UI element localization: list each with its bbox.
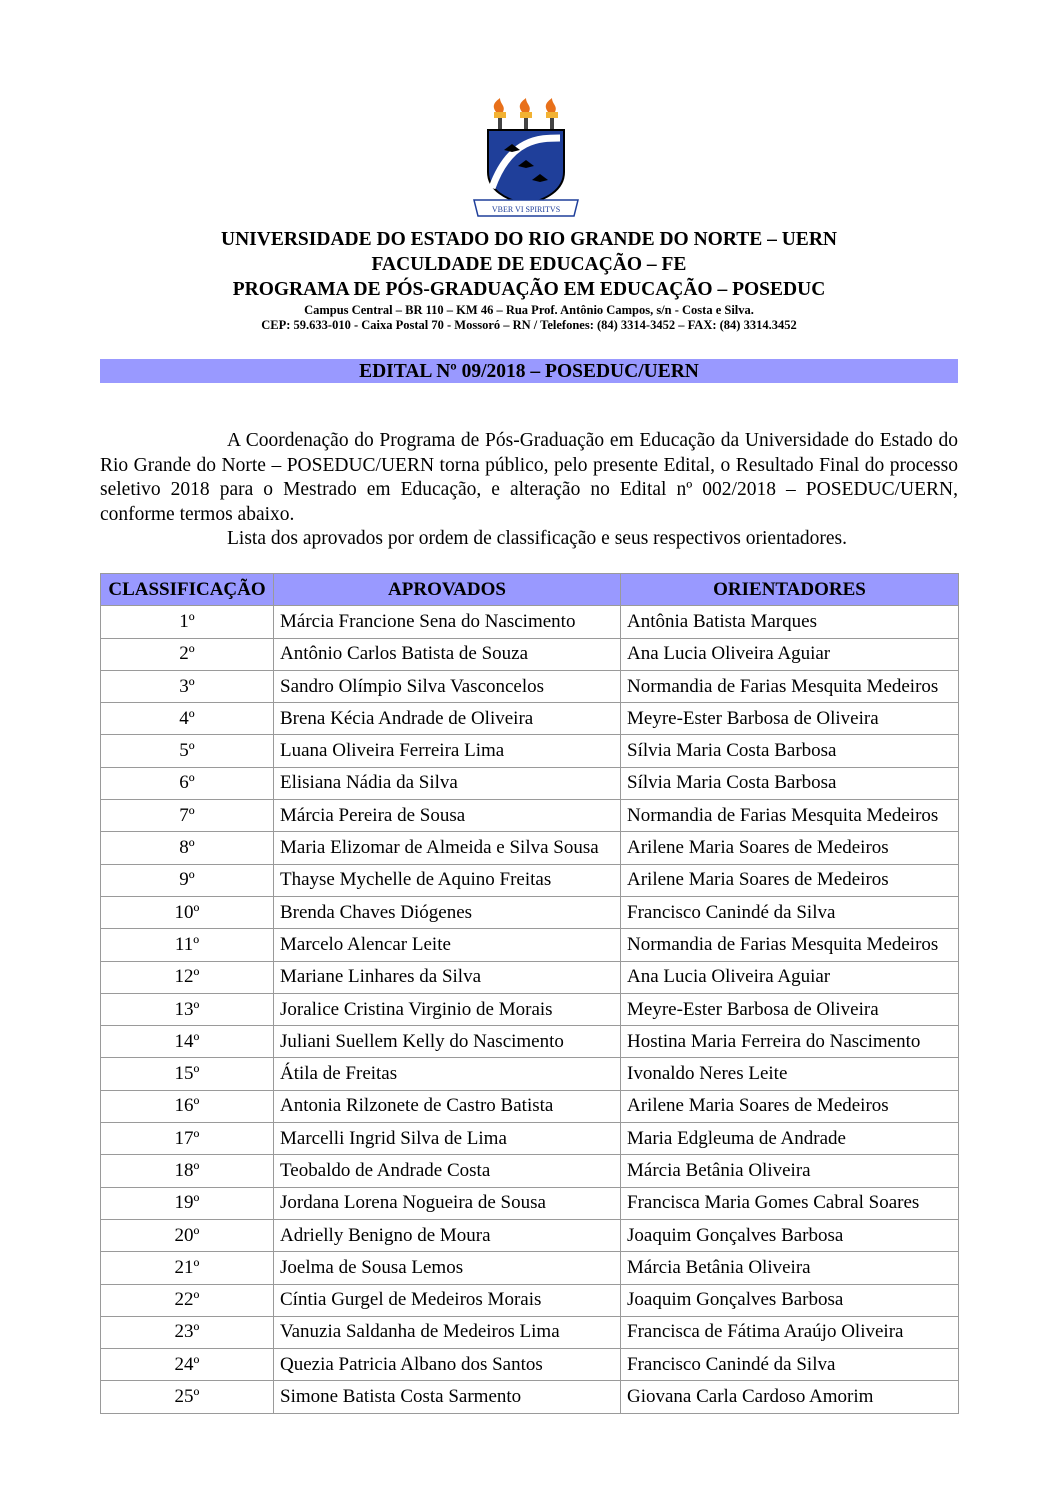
- table-row: [101, 1026, 959, 1058]
- advisor-name-cell: Giovana Carla Cardoso Amorim: [621, 1381, 959, 1413]
- intro-paragraph: A Coordenação do Programa de Pós-Graduação em Educação da Universidade do Estado do Rio Grande do Norte – POSEDUC/UERN torna público, pelo presente Edital, o Resultado Final do processo seletivo 2018 para o Mestrado em Educação, e alteração no Edital nº 002/2018 – POSEDUC/UERN, conforme termos abaixo.: [100, 430, 958, 525]
- table-row: [101, 1090, 959, 1122]
- classification-cell: 16º: [101, 1090, 274, 1122]
- classification-cell: 9º: [101, 864, 274, 896]
- approved-name-cell: Cíntia Gurgel de Medeiros Morais: [274, 1284, 621, 1316]
- classification-cell: 6º: [101, 767, 274, 799]
- svg-text:VBER VI SPIRITVS: VBER VI SPIRITVS: [491, 205, 561, 214]
- advisor-name-cell: Francisco Canindé da Silva: [621, 896, 959, 928]
- classification-cell: 15º: [101, 1058, 274, 1090]
- classification-cell: 3º: [101, 670, 274, 702]
- table-row: [101, 929, 959, 961]
- table-row: [101, 1381, 959, 1413]
- table-row: [101, 896, 959, 928]
- approved-name-cell: Vanuzia Saldanha de Medeiros Lima: [274, 1316, 621, 1348]
- table-header-row: [101, 574, 959, 606]
- table-row: [101, 1284, 959, 1316]
- advisor-name-cell: Arilene Maria Soares de Medeiros: [621, 864, 959, 896]
- advisor-name-cell: Francisca Maria Gomes Cabral Soares: [621, 1187, 959, 1219]
- table-row: [101, 1316, 959, 1348]
- classification-cell: 20º: [101, 1219, 274, 1251]
- classification-cell: 22º: [101, 1284, 274, 1316]
- approved-name-cell: Mariane Linhares da Silva: [274, 961, 621, 993]
- advisor-name-cell: Arilene Maria Soares de Medeiros: [621, 832, 959, 864]
- table-row: [101, 1252, 959, 1284]
- classification-cell: 10º: [101, 896, 274, 928]
- table-row: [101, 735, 959, 767]
- table-row: [101, 993, 959, 1025]
- list-intro: Lista dos aprovados por ordem de classificação e seus respectivos orientadores.: [227, 528, 848, 549]
- advisor-name-cell: Maria Edgleuma de Andrade: [621, 1123, 959, 1155]
- column-header-approved: APROVADOS: [274, 574, 621, 606]
- approved-name-cell: Maria Elizomar de Almeida e Silva Sousa: [274, 832, 621, 864]
- approved-name-cell: Antonia Rilzonete de Castro Batista: [274, 1090, 621, 1122]
- address-line: Campus Central – BR 110 – KM 46 – Rua Prof. Antônio Campos, s/n - Costa e Silva.: [304, 303, 754, 317]
- classification-cell: 23º: [101, 1316, 274, 1348]
- advisor-name-cell: Sílvia Maria Costa Barbosa: [621, 767, 959, 799]
- table-row: [101, 1123, 959, 1155]
- classification-cell: 11º: [101, 929, 274, 961]
- classification-cell: 25º: [101, 1381, 274, 1413]
- advisor-name-cell: Normandia de Farias Mesquita Medeiros: [621, 929, 959, 961]
- approved-name-cell: Adrielly Benigno de Moura: [274, 1219, 621, 1251]
- column-header-advisors: ORIENTADORES: [621, 574, 959, 606]
- classification-cell: 21º: [101, 1252, 274, 1284]
- approved-name-cell: Joelma de Sousa Lemos: [274, 1252, 621, 1284]
- approved-name-cell: Elisiana Nádia da Silva: [274, 767, 621, 799]
- approved-candidates-table: [100, 573, 959, 1414]
- motto-ribbon: [474, 200, 578, 216]
- edital-title: EDITAL Nº 09/2018 – POSEDUC/UERN: [100, 359, 958, 383]
- advisor-name-cell: Joaquim Gonçalves Barbosa: [621, 1219, 959, 1251]
- advisor-name-cell: Ivonaldo Neres Leite: [621, 1058, 959, 1090]
- advisor-name-cell: Arilene Maria Soares de Medeiros: [621, 1090, 959, 1122]
- approved-name-cell: Juliani Suellem Kelly do Nascimento: [274, 1026, 621, 1058]
- table-row: [101, 670, 959, 702]
- approved-name-cell: Quezia Patricia Albano dos Santos: [274, 1349, 621, 1381]
- classification-cell: 7º: [101, 800, 274, 832]
- classification-cell: 5º: [101, 735, 274, 767]
- classification-cell: 14º: [101, 1026, 274, 1058]
- approved-name-cell: Átila de Freitas: [274, 1058, 621, 1090]
- table-row: [101, 767, 959, 799]
- contact-line: CEP: 59.633-010 - Caixa Postal 70 - Mossoró – RN / Telefones: (84) 3314-3452 – FAX: (84) 3314.3452: [261, 318, 797, 332]
- table-row: [101, 703, 959, 735]
- shield-icon: [488, 130, 564, 204]
- table-row: [101, 1219, 959, 1251]
- approved-name-cell: Joralice Cristina Virginio de Morais: [274, 993, 621, 1025]
- classification-cell: 1º: [101, 606, 274, 638]
- advisor-name-cell: Normandia de Farias Mesquita Medeiros: [621, 670, 959, 702]
- university-coat-of-arms-logo: [470, 98, 582, 220]
- advisor-name-cell: Joaquim Gonçalves Barbosa: [621, 1284, 959, 1316]
- approved-name-cell: Brenda Chaves Diógenes: [274, 896, 621, 928]
- advisor-name-cell: Francisca de Fátima Araújo Oliveira: [621, 1316, 959, 1348]
- table-row: [101, 800, 959, 832]
- advisor-name-cell: Sílvia Maria Costa Barbosa: [621, 735, 959, 767]
- approved-name-cell: Thayse Mychelle de Aquino Freitas: [274, 864, 621, 896]
- torch-flames-icon: [494, 98, 558, 130]
- table-row: [101, 606, 959, 638]
- classification-cell: 19º: [101, 1187, 274, 1219]
- program-name: PROGRAMA DE PÓS-GRADUAÇÃO EM EDUCAÇÃO – POSEDUC: [232, 279, 826, 300]
- table-row: [101, 1187, 959, 1219]
- approved-name-cell: Marcelli Ingrid Silva de Lima: [274, 1123, 621, 1155]
- classification-cell: 24º: [101, 1349, 274, 1381]
- advisor-name-cell: Márcia Betânia Oliveira: [621, 1155, 959, 1187]
- classification-cell: 17º: [101, 1123, 274, 1155]
- approved-name-cell: Luana Oliveira Ferreira Lima: [274, 735, 621, 767]
- approved-name-cell: Jordana Lorena Nogueira de Sousa: [274, 1187, 621, 1219]
- table-row: [101, 864, 959, 896]
- column-header-classification: CLASSIFICAÇÃO: [101, 574, 274, 606]
- approved-name-cell: Sandro Olímpio Silva Vasconcelos: [274, 670, 621, 702]
- advisor-name-cell: Ana Lucia Oliveira Aguiar: [621, 961, 959, 993]
- table-row: [101, 961, 959, 993]
- approved-name-cell: Antônio Carlos Batista de Souza: [274, 638, 621, 670]
- classification-cell: 8º: [101, 832, 274, 864]
- advisor-name-cell: Normandia de Farias Mesquita Medeiros: [621, 800, 959, 832]
- advisor-name-cell: Antônia Batista Marques: [621, 606, 959, 638]
- approved-name-cell: Simone Batista Costa Sarmento: [274, 1381, 621, 1413]
- table-row: [101, 1058, 959, 1090]
- table-row: [101, 832, 959, 864]
- approved-name-cell: Marcelo Alencar Leite: [274, 929, 621, 961]
- faculty-name: FACULDADE DE EDUCAÇÃO – FE: [371, 254, 687, 275]
- classification-cell: 12º: [101, 961, 274, 993]
- classification-cell: 2º: [101, 638, 274, 670]
- advisor-name-cell: Meyre-Ester Barbosa de Oliveira: [621, 703, 959, 735]
- approved-name-cell: Márcia Pereira de Sousa: [274, 800, 621, 832]
- approved-name-cell: Brena Kécia Andrade de Oliveira: [274, 703, 621, 735]
- university-name: UNIVERSIDADE DO ESTADO DO RIO GRANDE DO NORTE – UERN: [221, 229, 837, 250]
- classification-cell: 13º: [101, 993, 274, 1025]
- classification-cell: 18º: [101, 1155, 274, 1187]
- approved-name-cell: Márcia Francione Sena do Nascimento: [274, 606, 621, 638]
- table-row: [101, 638, 959, 670]
- table-row: [101, 1155, 959, 1187]
- classification-cell: 4º: [101, 703, 274, 735]
- advisor-name-cell: Hostina Maria Ferreira do Nascimento: [621, 1026, 959, 1058]
- approved-name-cell: Teobaldo de Andrade Costa: [274, 1155, 621, 1187]
- advisor-name-cell: Meyre-Ester Barbosa de Oliveira: [621, 993, 959, 1025]
- table-row: [101, 1349, 959, 1381]
- advisor-name-cell: Márcia Betânia Oliveira: [621, 1252, 959, 1284]
- advisor-name-cell: Ana Lucia Oliveira Aguiar: [621, 638, 959, 670]
- advisor-name-cell: Francisco Canindé da Silva: [621, 1349, 959, 1381]
